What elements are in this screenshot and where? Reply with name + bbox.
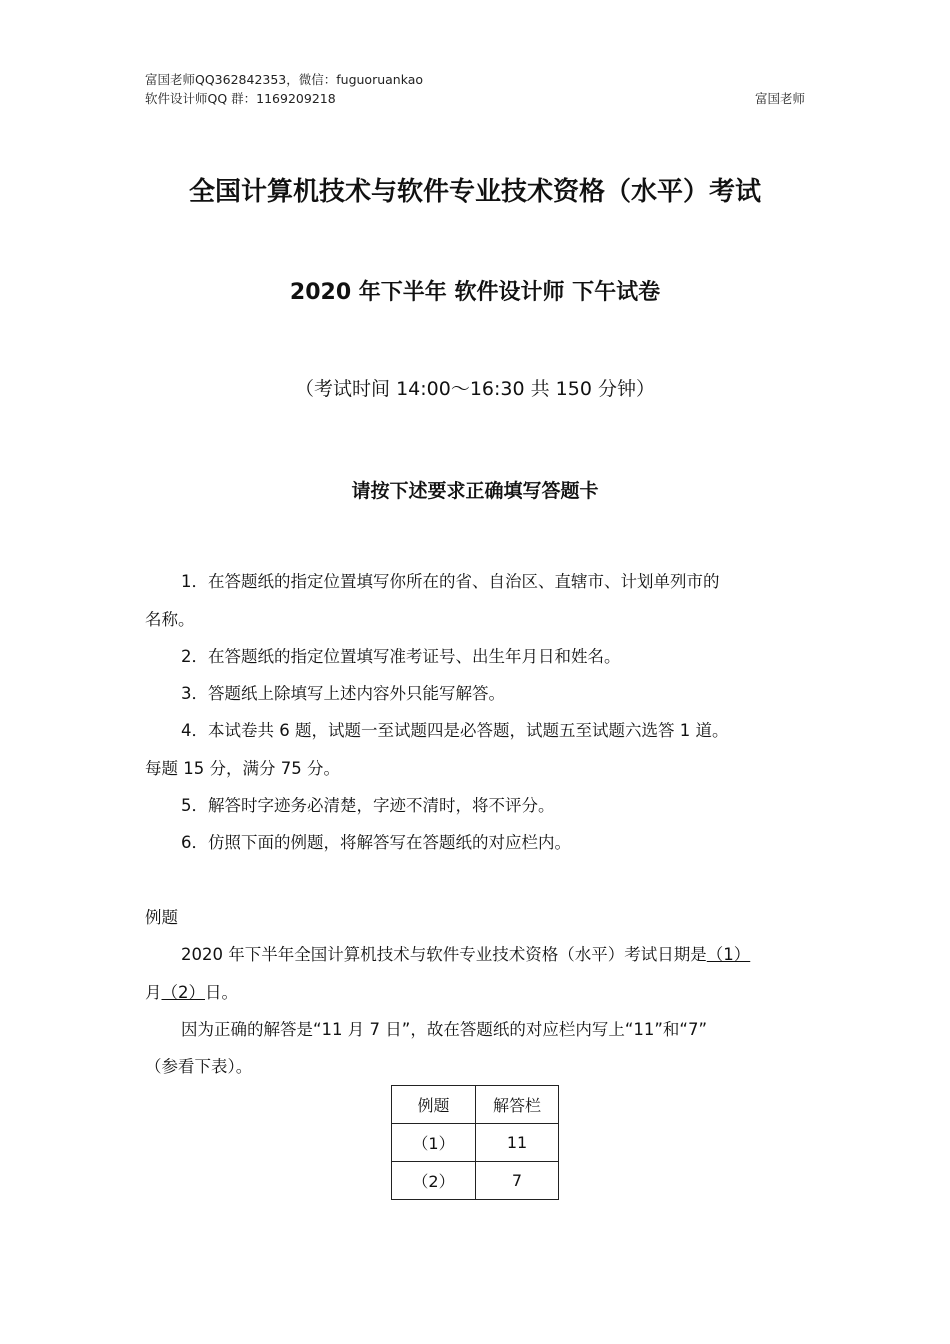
table-row [392, 1124, 559, 1162]
instruction-6: 6．仿照下面的例题，将解答写在答题纸的对应栏内。 [181, 833, 571, 852]
instruction-2: 2．在答题纸的指定位置填写准考证号、出生年月日和姓名。 [181, 647, 621, 666]
blank-2: （2） [161, 983, 205, 1002]
table-cell: （1） [392, 1124, 476, 1162]
blank-1: （1） [706, 945, 751, 964]
instructions-heading: 请按下述要求正确填写答题卡 [351, 480, 599, 502]
example-answer-note: （参看下表）。 [145, 1057, 253, 1076]
example-question-line2 [145, 983, 807, 1003]
table-header: 例题 [392, 1086, 476, 1124]
table-cell: 11 [476, 1124, 559, 1162]
table-cell: 7 [476, 1162, 559, 1200]
exam-time: （考试时间 14:00～16:30 共 150 分钟） [295, 378, 655, 400]
instruction-1: 1．在答题纸的指定位置填写你所在的省、自治区、直辖市、计划单列市的 [181, 572, 720, 591]
instruction-3: 3．答题纸上除填写上述内容外只能写解答。 [181, 684, 505, 703]
example-question-text: 2020 年下半年全国计算机技术与软件专业技术资格（水平）考试日期是 [181, 945, 707, 964]
table-row [392, 1162, 559, 1200]
table-header-row [392, 1086, 559, 1124]
instruction-4: 4．本试卷共 6 题，试题一至试题四是必答题，试题五至试题六选答 1 道。 [181, 721, 729, 740]
day-text: 日。 [205, 983, 238, 1002]
header-author: 富国老师 [754, 91, 805, 106]
instruction-1-cont: 名称。 [145, 610, 195, 629]
month-text: 月 [145, 983, 162, 1002]
table-header: 解答栏 [476, 1086, 559, 1124]
exam-title: 全国计算机技术与软件专业技术资格（水平）考试 [188, 177, 761, 207]
header-contact: 富国老师QQ362842353，微信：fuguoruankao [145, 72, 424, 87]
header-group: 软件设计师QQ 群：1169209218 [145, 91, 336, 106]
example-label: 例题 [145, 908, 178, 927]
table-cell: （2） [392, 1162, 476, 1200]
example-answer-table [391, 1085, 559, 1200]
example-question-line1 [145, 945, 843, 965]
example-answer-line: 因为正确的解答是“11 月 7 日”，故在答题纸的对应栏内写上“11”和“7” [181, 1020, 708, 1039]
paper-title: 2020 年下半年 软件设计师 下午试卷 [289, 280, 661, 305]
instruction-5: 5．解答时字迹务必清楚，字迹不清时，将不评分。 [181, 796, 555, 815]
instruction-4-cont: 每题 15 分，满分 75 分。 [145, 759, 340, 778]
